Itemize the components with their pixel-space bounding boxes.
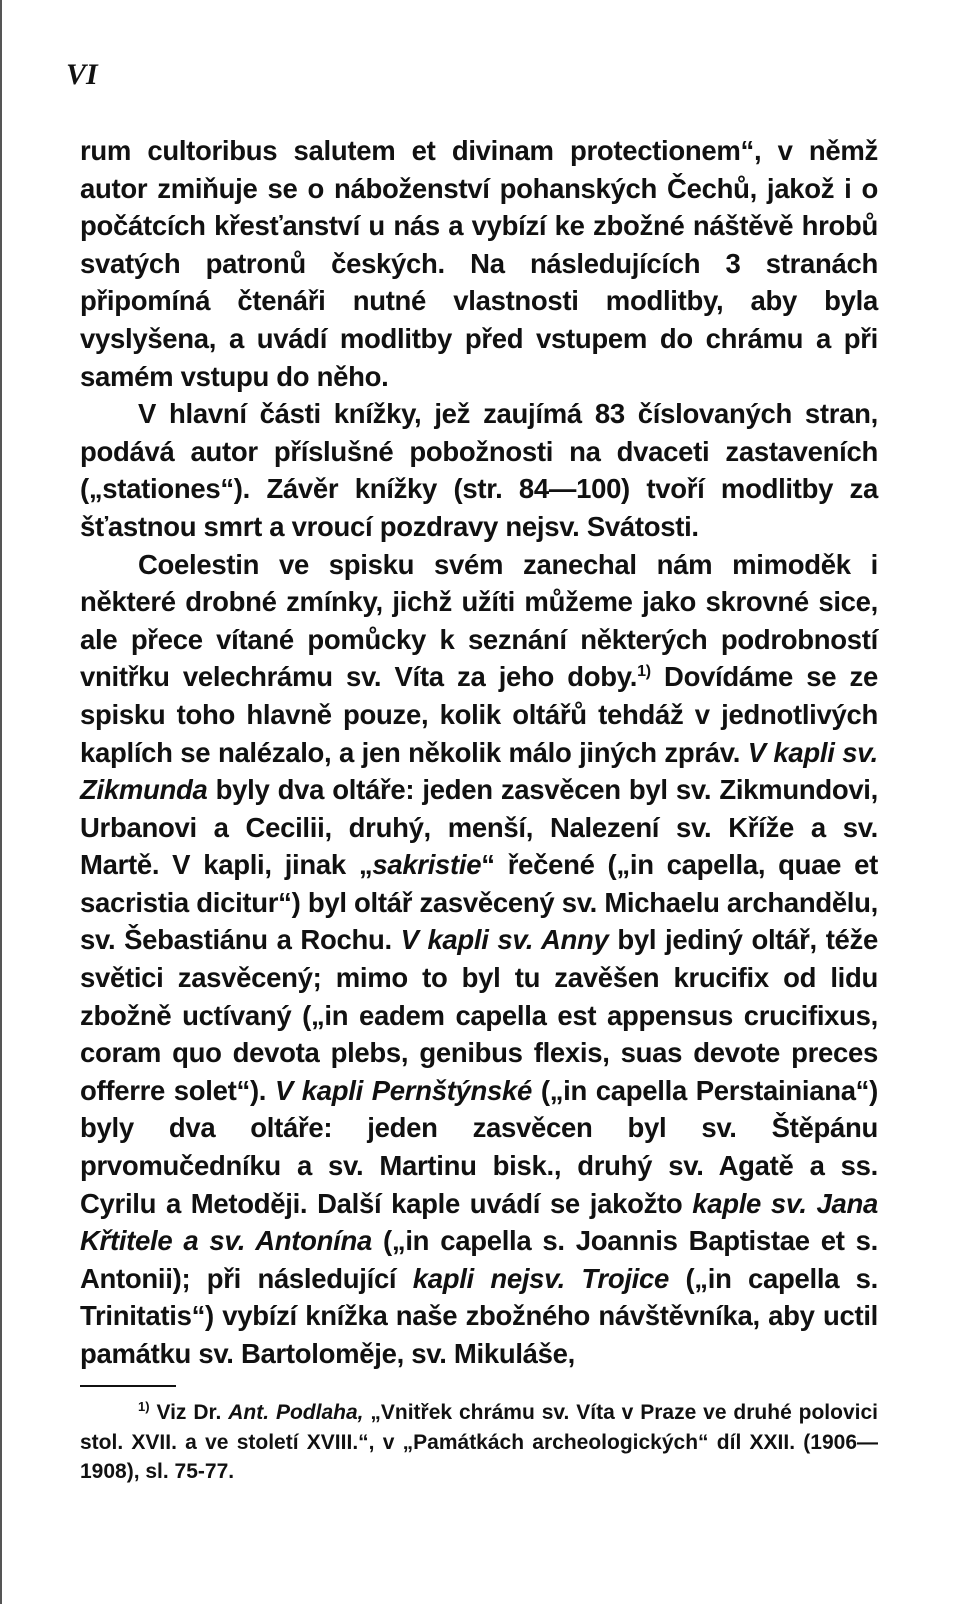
- italic-run: V kapli Pernštýnské: [274, 1074, 533, 1106]
- text-run: “ řečené („in capella, quae et sacristia dicitur“) byl oltář zasvěcený sv. Michaelu archandělu, sv. Šebastiánu a Rochu.: [80, 849, 878, 956]
- paragraph: [80, 546, 878, 1373]
- italic-run: V kapli sv. Anny: [400, 924, 609, 956]
- italic-run: kaple sv. Jana Křtitele a sv. Antonína: [80, 1187, 879, 1257]
- text-run: („in capella s. Trinitatis“) vybízí knížka naše zbožného návštěvníka, aby uctil památku sv. Bartoloměje, sv. Mikuláše,: [80, 1262, 878, 1369]
- text-run: rum cultoribus salutem et divinam protectionem“, v němž autor zmiňuje se o náboženství pohanských Čechů, jakož i o počátcích křesťanství u nás a vybízí ke zbožné náštěvě hrobů svatých patronů českých. Na následujících 3 stranách připomíná čtenáři nutné vlastnosti modlitby, aby byla vyslyšena, a uvádí modlitby před vstupem do chrámu a při samém vstupu do něho.: [80, 135, 878, 392]
- text-run: „Vnitřek chrámu sv. Víta v Praze ve druhé polovici stol. XVII. a ve století XVIII.“, v „Památkách archeologických“ díl XXII. (1906—1908), sl. 75-77.: [80, 1401, 878, 1483]
- footnote-marker: 1): [138, 1399, 150, 1414]
- paragraph: [80, 395, 878, 545]
- text-run: V hlavní části knížky, jež zaujímá 83 číslovaných stran, podává autor příslušné pobožnosti na dvaceti zastaveních („stationes“). Závěr knížky (str. 84—100) tvoří modlitby za šťastnou smrt a vroucí pozdravy nejsv. Svátosti.: [80, 398, 878, 542]
- footnote-divider: [80, 1385, 176, 1387]
- text-run: byl jediný oltář, téže světici zasvěcený; mimo to byl tu zavěšen krucifix od lidu zbožně uctívaný („in eadem capella est appensus crucifixus, coram quo devota plebs, genibus flexis, suas devote preces offerre solet“).: [80, 924, 878, 1106]
- paragraph: [80, 132, 878, 395]
- text-run: („in capella s. Joannis Baptistae et s. Antonii); při následující: [80, 1225, 878, 1294]
- footnote: [80, 1398, 878, 1487]
- page-edge: [0, 0, 2, 1604]
- text-run: Viz Dr.: [149, 1401, 229, 1424]
- page-number: VI: [66, 58, 98, 91]
- text-run: byly dva oltáře: jeden zasvěcen byl sv. Zikmundovi, Urbanovi a Cecilii, druhý, menší, Nalezení sv. Kříže a sv. Martě. V kapli, jinak „: [80, 774, 878, 881]
- footnote-marker: 1): [637, 663, 651, 681]
- italic-run: kapli nejsv. Trojice: [412, 1262, 669, 1294]
- italic-run: sakristie: [372, 849, 482, 881]
- text-run: Dovídáme se ze spisku toho hlavně pouze, kolik oltářů tehdáž v jednotlivých kaplích se nalézalo, a jen několik málo jiných zpráv.: [80, 661, 878, 768]
- text-run: Coelestin ve spisku svém zanechal nám mimoděk i některé drobné zmínky, jichž užíti můžeme jako skrovné sice, ale přece vítané pomůcky k seznání některých podrobností vnitřku velechrámu sv. Víta za jeho doby.: [80, 548, 878, 693]
- body-text: [80, 132, 878, 1373]
- italic-run: V kapli sv. Zikmunda: [80, 736, 879, 806]
- text-run: („in capella Perstainiana“) byly dva oltáře: jeden zasvěcen byl sv. Štěpánu prvomučedníku a sv. Martinu bisk., druhý sv. Agatě a ss. Cyrilu a Metoději. Další kaple uvádí se jakožto: [80, 1074, 878, 1219]
- italic-run: Ant. Podlaha,: [228, 1401, 364, 1424]
